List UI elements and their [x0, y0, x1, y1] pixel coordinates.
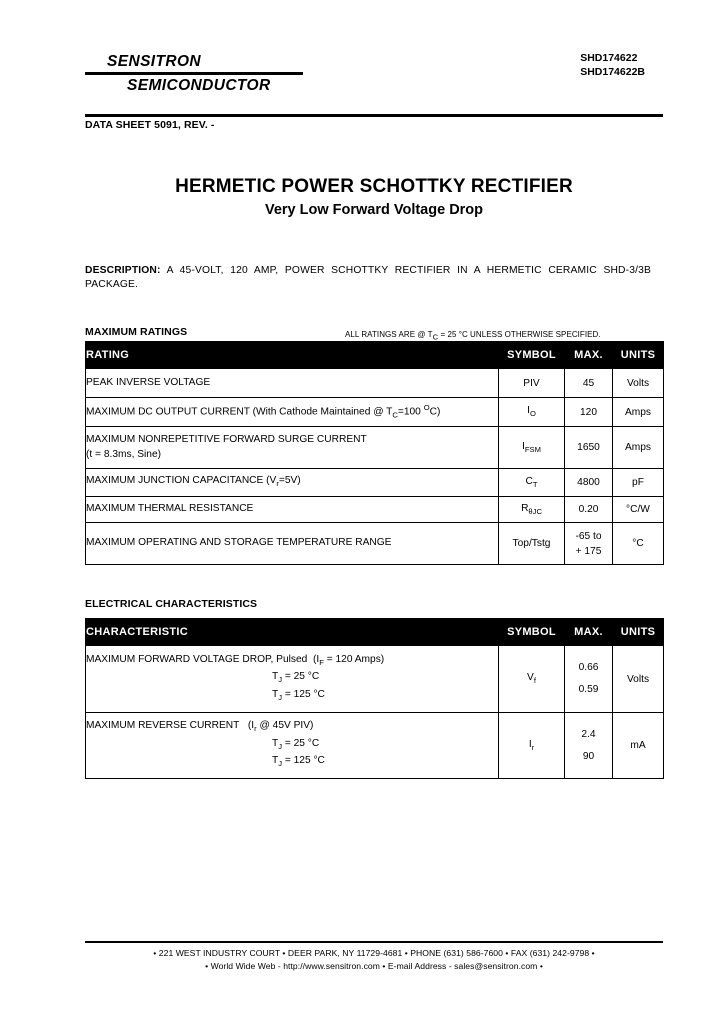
rating-symbol	[499, 369, 565, 398]
document-header	[85, 52, 663, 112]
footer-web-line: • World Wide Web - http://www.sensitron.com • E-mail Address - sales@sensitron.com •	[205, 960, 543, 971]
rating-units: pF	[613, 469, 664, 497]
datasheet-revision: DATA SHEET 5091, REV. -	[85, 119, 215, 131]
rating-units: Volts	[613, 369, 664, 398]
rating-symbol	[499, 398, 565, 427]
characteristic-temp-condition-a	[86, 737, 498, 755]
condition-subscript: F	[319, 657, 324, 667]
header-divider	[85, 114, 663, 117]
rating-label: MAXIMUM OPERATING AND STORAGE TEMPERATURE RANGE	[86, 523, 499, 565]
characteristic-condition	[313, 654, 384, 665]
max-value-25c: 0.66	[578, 662, 599, 673]
rating-text-end: C)	[429, 406, 441, 418]
condition-post: = 120 Amps)	[323, 653, 385, 665]
column-header-symbol: SYMBOL	[499, 342, 565, 369]
temp-post: = 25 °C	[282, 671, 320, 683]
column-header-symbol: SYMBOL	[499, 619, 565, 646]
footer	[85, 947, 663, 972]
column-header-rating: RATING	[86, 342, 499, 369]
table-row	[86, 427, 664, 469]
rating-superscript: O	[423, 403, 430, 413]
temp-subscript: J	[278, 675, 283, 685]
temp-pre: T	[272, 737, 279, 749]
column-header-max: MAX.	[565, 619, 613, 646]
characteristic-text: MAXIMUM FORWARD VOLTAGE DROP, Pulsed	[86, 653, 308, 665]
characteristic-symbol	[499, 646, 565, 713]
ratings-conditions-note	[345, 330, 601, 342]
conditions-subscript: C	[432, 332, 439, 342]
max-value-125c: 0.59	[578, 684, 599, 695]
condition-pre: (I	[247, 720, 255, 732]
footer-divider	[85, 941, 663, 943]
symbol-main: I	[522, 440, 525, 452]
symbol-main: I	[528, 738, 532, 750]
characteristic-temp-condition-b	[86, 754, 498, 772]
rating-label: PEAK INVERSE VOLTAGE	[86, 369, 499, 398]
table-header-row	[86, 342, 664, 369]
characteristic-max	[565, 646, 613, 713]
table-row	[86, 497, 664, 523]
table-row	[86, 523, 664, 565]
part-numbers	[580, 52, 645, 79]
conditions-suffix: = 25 °C UNLESS OTHERWISE SPECIFIED.	[438, 330, 601, 339]
symbol-subscript: r	[531, 743, 535, 753]
rating-units: °C	[613, 523, 664, 565]
logo-line-sensitron: SENSITRON	[107, 53, 202, 70]
rating-text-pre: MAXIMUM DC OUTPUT CURRENT (With Cathode Maintained @ T	[86, 406, 393, 418]
rating-max: 120	[565, 398, 613, 427]
rating-max	[565, 523, 613, 565]
rating-subscript: r	[276, 478, 279, 488]
table-row	[86, 398, 664, 427]
rating-text-pre: MAXIMUM JUNCTION CAPACITANCE (V	[86, 474, 277, 486]
rating-text: MAXIMUM NONREPETITIVE FORWARD SURGE CURRENT	[86, 434, 367, 445]
conditions-prefix: ALL RATINGS ARE @ T	[345, 330, 433, 339]
rating-label	[86, 398, 499, 427]
description-block	[85, 264, 651, 292]
characteristic-units: mA	[613, 713, 664, 779]
condition-subscript: r	[254, 724, 257, 734]
column-header-max: MAX.	[565, 342, 613, 369]
symbol-main: C	[525, 475, 533, 487]
symbol-subscript: O	[529, 409, 536, 419]
characteristic-label	[86, 646, 499, 713]
characteristic-temp-condition-b	[86, 688, 498, 706]
rating-max: 0.20	[565, 497, 613, 523]
characteristic-condition	[247, 720, 314, 734]
symbol-main: R	[521, 502, 529, 514]
characteristic-max	[565, 713, 613, 779]
logo-rule	[85, 72, 303, 75]
temp-subscript: J	[278, 759, 283, 769]
temp-pre: T	[272, 671, 279, 683]
temp-pre: T	[272, 755, 279, 767]
maximum-ratings-table	[85, 341, 664, 565]
symbol-main: PIV	[523, 377, 540, 389]
rating-max: 45	[565, 369, 613, 398]
rating-symbol	[499, 427, 565, 469]
max-line2: + 175	[575, 545, 602, 557]
rating-max: 1650	[565, 427, 613, 469]
characteristic-temp-condition-a	[86, 670, 498, 688]
rating-max: 4800	[565, 469, 613, 497]
column-header-units: UNITS	[613, 342, 664, 369]
electrical-characteristics-heading: ELECTRICAL CHARACTERISTICS	[85, 598, 258, 610]
characteristic-units: Volts	[613, 646, 664, 713]
characteristic-text: MAXIMUM REVERSE CURRENT	[86, 720, 240, 732]
rating-units: Amps	[613, 427, 664, 469]
max-value-125c: 90	[582, 750, 595, 762]
symbol-main: Top/Tstg	[512, 538, 551, 549]
table-row	[86, 713, 664, 779]
page-title: HERMETIC POWER SCHOTTKY RECTIFIER	[175, 176, 573, 197]
sheet-content	[85, 0, 663, 1012]
rating-units: Amps	[613, 398, 664, 427]
symbol-main: V	[527, 672, 534, 684]
description-label: DESCRIPTION:	[85, 265, 161, 276]
characteristic-symbol	[499, 713, 565, 779]
temp-post: = 25 °C	[282, 737, 320, 749]
symbol-subscript: θJC	[528, 507, 542, 517]
rating-symbol	[499, 523, 565, 565]
condition-pre: (I	[313, 653, 320, 665]
temp-post: = 125 °C	[282, 688, 325, 700]
company-logo	[85, 52, 385, 95]
max-value-25c: 2.4	[581, 728, 596, 740]
page-subtitle: Very Low Forward Voltage Drop	[264, 202, 484, 218]
rating-text-line2: (t = 8.3ms, Sine)	[86, 448, 162, 460]
maximum-ratings-heading: MAXIMUM RATINGS	[85, 326, 188, 338]
symbol-main: I	[527, 405, 530, 417]
table-header-row	[86, 619, 664, 646]
temp-pre: T	[272, 688, 279, 700]
footer-address-line: • 221 WEST INDUSTRY COURT • DEER PARK, NY 11729-4681 • PHONE (631) 586-7600 • FAX (631) 242-9798 •	[153, 948, 595, 958]
column-header-characteristic: CHARACTERISTIC	[86, 619, 499, 646]
rating-text-post: =100	[397, 406, 424, 418]
table-row	[86, 646, 664, 713]
rating-label	[86, 427, 499, 469]
rating-text-post: =5V)	[278, 474, 301, 486]
rating-units: °C/W	[613, 497, 664, 523]
symbol-subscript: FSM	[524, 445, 541, 455]
temp-subscript: J	[278, 741, 283, 751]
table-row	[86, 469, 664, 497]
part-number-variant: SHD174622B	[580, 65, 645, 78]
characteristic-label	[86, 713, 499, 779]
symbol-subscript: T	[532, 480, 538, 490]
max-line1: -65 to	[575, 530, 602, 542]
table-row	[86, 369, 664, 398]
rating-symbol	[499, 497, 565, 523]
temp-post: = 125 °C	[282, 755, 325, 767]
rating-label	[86, 469, 499, 497]
temp-subscript: J	[278, 692, 283, 702]
rating-label: MAXIMUM THERMAL RESISTANCE	[86, 497, 499, 523]
symbol-subscript: f	[533, 676, 536, 686]
column-header-units: UNITS	[613, 619, 664, 646]
electrical-characteristics-table	[85, 618, 664, 779]
logo-line-semiconductor: SEMICONDUCTOR	[127, 76, 271, 94]
description-text: A 45-VOLT, 120 AMP, POWER SCHOTTKY RECTIFIER IN A HERMETIC CERAMIC SHD-3/3B PACKAGE.	[85, 265, 651, 290]
condition-post: @ 45V PIV)	[256, 720, 314, 732]
part-number-primary: SHD174622	[580, 52, 638, 64]
rating-subscript: C	[392, 410, 398, 420]
rating-symbol	[499, 469, 565, 497]
